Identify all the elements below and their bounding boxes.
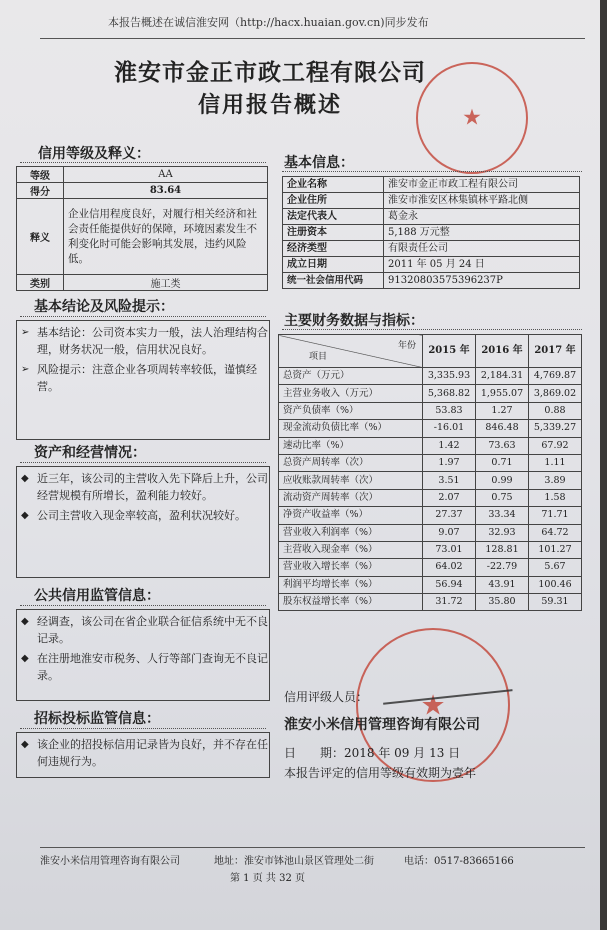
finance-value-cell: 0.71 [476, 454, 529, 471]
bidding-heading-rule [20, 728, 266, 729]
finance-row-label: 主营业务收入（万元） [279, 385, 423, 402]
finance-value-cell: 5.67 [529, 559, 582, 576]
list-item: ◆ 公司主营收入现金率较高，盈利状况较好。 [21, 509, 246, 522]
bidding-heading: 招标投标监管信息： [34, 711, 160, 727]
table-row [279, 385, 582, 402]
year-header: 2015 年 [423, 335, 476, 368]
grade-value: AA [64, 167, 268, 183]
finance-value-cell: 27.37 [423, 507, 476, 524]
table-row [279, 489, 582, 506]
finance-row-label: 总资产周转率（次） [279, 454, 423, 471]
rater-validity: 本报告评定的信用等级有效期为壹年 [284, 766, 477, 780]
arrow-bullet-icon: ➢ [21, 364, 30, 375]
report-title: 信用报告概述 [197, 92, 342, 118]
finance-value-cell: 3,335.93 [423, 368, 476, 385]
finance-value-cell: 128.81 [476, 541, 529, 558]
company-seal-icon: ★ [416, 62, 528, 174]
table-row [279, 576, 582, 593]
table-row [279, 368, 582, 385]
finance-value-cell: 56.94 [423, 576, 476, 593]
finance-row-label: 净资产收益率（%） [279, 507, 423, 524]
footer-address: 地址：淮安市钵池山景区管理处二街 [214, 856, 374, 867]
grade-table [16, 166, 268, 291]
public-heading-rule [20, 605, 266, 606]
basic-heading-rule [282, 171, 582, 172]
finance-value-cell: 71.71 [529, 507, 582, 524]
grade-heading-rule [20, 162, 266, 163]
finance-value-cell: 53.83 [423, 402, 476, 419]
list-item: ➢ 风险提示：注意企业各项周转率较低，谨慎经营。 [21, 363, 257, 393]
finance-row-label: 营业收入增长率（%） [279, 559, 423, 576]
finance-row-label: 应收账款周转率（次） [279, 472, 423, 489]
grade-key: 释义 [17, 199, 64, 275]
assets-box [16, 466, 270, 578]
finance-value-cell: 1,955.07 [476, 385, 529, 402]
finance-row-label: 流动资产周转率（次） [279, 489, 423, 506]
finance-value-cell: 1.97 [423, 454, 476, 471]
table-row [279, 594, 582, 611]
diamond-bullet-icon: ◆ [21, 739, 29, 750]
finance-value-cell: -16.01 [423, 420, 476, 437]
year-header: 2016 年 [476, 335, 529, 368]
arrow-bullet-icon: ➢ [21, 327, 30, 338]
finance-row-label: 速动比率（%） [279, 437, 423, 454]
finance-value-cell: 67.92 [529, 437, 582, 454]
rater-date: 日 期：2018 年 09 月 13 日 [284, 746, 461, 760]
conclusion-heading: 基本结论及风险提示： [34, 299, 174, 315]
table-row: 统一社会信用代码 91320803575396237P [283, 273, 580, 289]
finance-value-cell: 3,869.02 [529, 385, 582, 402]
table-row [279, 402, 582, 419]
finance-heading: 主要财务数据与指标： [284, 313, 424, 329]
list-item: ◆ 该企业的招投标信用记录皆为良好，并不存在任何违规行为。 [21, 738, 268, 768]
finance-row-label: 总资产（万元） [279, 368, 423, 385]
finance-value-cell: 0.88 [529, 402, 582, 419]
assets-heading-rule [20, 462, 266, 463]
publish-note: 本报告概述在诚信淮安网（http://hacx.huaian.gov.cn)同步发布 [108, 16, 429, 29]
basic-info-table [282, 176, 580, 289]
grade-row-score [17, 183, 268, 199]
finance-value-cell: 33.34 [476, 507, 529, 524]
table-corner-cell [279, 335, 423, 368]
list-item: ➢ 基本结论：公司资本实力一般，法人治理结构合理，财务状况一般，信用状况良好。 [21, 326, 268, 356]
finance-value-cell: 64.72 [529, 524, 582, 541]
table-row [279, 420, 582, 437]
list-item: ◆ 经调查，该公司在省企业联合征信系统中无不良记录。 [21, 615, 268, 645]
grade-key: 等级 [17, 167, 64, 183]
company-title: 淮安市金正市政工程有限公司 [114, 59, 426, 86]
finance-table [278, 334, 582, 611]
finance-value-cell: -22.79 [476, 559, 529, 576]
finance-header-row [279, 335, 582, 368]
finance-value-cell: 0.99 [476, 472, 529, 489]
assets-heading: 资产和经营情况： [34, 445, 146, 461]
page-number: 第 1 页 共 32 页 [230, 873, 305, 884]
list-item: ◆ 近三年，该公司的主营收入先下降后上升，公司经营规模有所增长，盈利能力较好。 [21, 472, 268, 502]
grade-heading: 信用等级及释义： [38, 146, 150, 162]
header-rule [40, 38, 585, 39]
table-row [279, 437, 582, 454]
table-row: 成立日期 2011 年 05 月 24 日 [283, 257, 580, 273]
table-row: 企业住所 淮安市淮安区林集镇林平路北侧 [283, 193, 580, 209]
finance-value-cell: 35.80 [476, 594, 529, 611]
finance-row-label: 利润平均增长率（%） [279, 576, 423, 593]
finance-heading-rule [282, 329, 582, 330]
finance-value-cell: 846.48 [476, 420, 529, 437]
finance-value-cell: 4,769.87 [529, 368, 582, 385]
table-row: 注册资本 5,188 万元整 [283, 225, 580, 241]
grade-value: 施工类 [64, 275, 268, 291]
finance-row-label: 资产负债率（%） [279, 402, 423, 419]
table-row [279, 559, 582, 576]
grade-row-meaning [17, 199, 268, 275]
finance-value-cell: 3.51 [423, 472, 476, 489]
finance-value-cell: 1.42 [423, 437, 476, 454]
table-row: 法定代表人 葛金永 [283, 209, 580, 225]
year-header: 2017 年 [529, 335, 582, 368]
rating-agency-seal-icon: ★ [356, 628, 510, 782]
finance-value-cell: 5,339.27 [529, 420, 582, 437]
grade-row-category [17, 275, 268, 291]
table-row [279, 524, 582, 541]
finance-row-label: 现金流动负债比率（%） [279, 420, 423, 437]
finance-value-cell: 32.93 [476, 524, 529, 541]
table-row [279, 507, 582, 524]
finance-value-cell: 59.31 [529, 594, 582, 611]
footer-company: 淮安小米信用管理咨询有限公司 [40, 856, 180, 867]
diamond-bullet-icon: ◆ [21, 616, 29, 627]
corner-item-label: 项目 [309, 352, 328, 362]
finance-value-cell: 73.63 [476, 437, 529, 454]
finance-value-cell: 73.01 [423, 541, 476, 558]
finance-value-cell: 2,184.31 [476, 368, 529, 385]
finance-value-cell: 5,368.82 [423, 385, 476, 402]
table-row: 经济类型 有限责任公司 [283, 241, 580, 257]
finance-value-cell: 1.27 [476, 402, 529, 419]
footer-rule [40, 847, 585, 848]
finance-value-cell: 100.46 [529, 576, 582, 593]
finance-value-cell: 2.07 [423, 489, 476, 506]
grade-value: 83.64 [64, 183, 268, 199]
grade-row-level [17, 167, 268, 183]
corner-year-label: 年份 [397, 341, 416, 351]
public-box [16, 609, 270, 701]
diamond-bullet-icon: ◆ [21, 510, 29, 521]
finance-row-label: 主营收入现金率（%） [279, 541, 423, 558]
diamond-bullet-icon: ◆ [21, 473, 29, 484]
diamond-bullet-icon: ◆ [21, 653, 29, 664]
grade-key: 得分 [17, 183, 64, 199]
finance-value-cell: 0.75 [476, 489, 529, 506]
public-heading: 公共信用监管信息： [34, 588, 160, 604]
finance-value-cell: 9.07 [423, 524, 476, 541]
table-row [279, 541, 582, 558]
table-row [279, 472, 582, 489]
table-row: 企业名称 淮安市金正市政工程有限公司 [283, 177, 580, 193]
grade-key: 类别 [17, 275, 64, 291]
finance-value-cell: 31.72 [423, 594, 476, 611]
finance-row-label: 营业收入利润率（%） [279, 524, 423, 541]
rater-company: 淮安小米信用管理咨询有限公司 [284, 717, 480, 733]
conclusion-heading-rule [20, 316, 266, 317]
finance-value-cell: 1.11 [529, 454, 582, 471]
finance-value-cell: 1.58 [529, 489, 582, 506]
finance-value-cell: 64.02 [423, 559, 476, 576]
finance-row-label: 股东权益增长率（%） [279, 594, 423, 611]
footer-phone: 电话：0517-83665166 [404, 856, 514, 867]
rater-label: 信用评级人员： [284, 690, 369, 704]
bidding-box [16, 732, 270, 778]
conclusion-box [16, 320, 270, 440]
finance-value-cell: 43.91 [476, 576, 529, 593]
finance-value-cell: 3.89 [529, 472, 582, 489]
finance-value-cell: 101.27 [529, 541, 582, 558]
table-row [279, 454, 582, 471]
grade-description: 企业信用程度良好，对履行相关经济和社会责任能提供好的保障，环境因素发生不利变化时可能会影响其发展，违约风险低。 [64, 199, 268, 275]
basic-heading: 基本信息： [284, 155, 354, 171]
finance-body [279, 368, 582, 611]
list-item: ◆ 在注册地淮安市税务、人行等部门查询无不良记录。 [21, 652, 268, 682]
